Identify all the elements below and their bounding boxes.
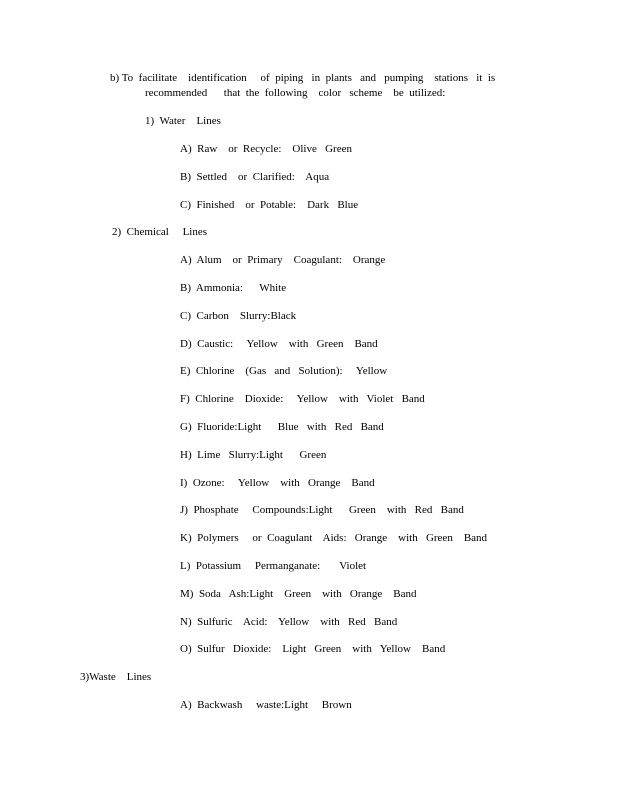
list-item-phosphate: J) Phosphate Compounds:Light Green with Red Band: [180, 504, 464, 516]
intro-line-1: b) To facilitate identification of piping in plants and pumping stations it is: [110, 72, 496, 84]
intro-line-2: recommended that the following color scheme be utilized:: [145, 87, 446, 99]
section-heading-waste-lines: 3)Waste Lines: [80, 671, 152, 683]
list-item-chlorine: E) Chlorine (Gas and Solution): Yellow: [180, 365, 388, 377]
list-item-fluoride: G) Fluoride:Light Blue with Red Band: [180, 421, 384, 433]
list-item-alum: A) Alum or Primary Coagulant: Orange: [180, 254, 386, 266]
list-item-backwash-waste: A) Backwash waste:Light Brown: [180, 699, 352, 711]
list-item-chlorine-dioxide: F) Chlorine Dioxide: Yellow with Violet Band: [180, 393, 425, 405]
list-item-sulfur-dioxide: O) Sulfur Dioxide: Light Green with Yellow Band: [180, 643, 446, 655]
list-item-soda-ash: M) Soda Ash:Light Green with Orange Band: [180, 588, 417, 600]
list-item-potassium-permanganate: L) Potassium Permanganate: Violet: [180, 560, 367, 572]
list-item-carbon-slurry: C) Carbon Slurry:Black: [180, 310, 297, 322]
list-item-ammonia: B) Ammonia: White: [180, 282, 287, 294]
list-item-settled-clarified: B) Settled or Clarified: Aqua: [180, 171, 330, 183]
list-item-caustic: D) Caustic: Yellow with Green Band: [180, 338, 378, 350]
list-item-finished-potable: C) Finished or Potable: Dark Blue: [180, 199, 359, 211]
section-heading-water-lines: 1) Water Lines: [145, 115, 221, 127]
list-item-ozone: I) Ozone: Yellow with Orange Band: [180, 477, 375, 489]
list-item-raw-recycle: A) Raw or Recycle: Olive Green: [180, 143, 352, 155]
section-heading-chemical-lines: 2) Chemical Lines: [112, 226, 208, 238]
list-item-lime-slurry: H) Lime Slurry:Light Green: [180, 449, 327, 461]
list-item-polymers: K) Polymers or Coagulant Aids: Orange with Green Band: [180, 532, 488, 544]
list-item-sulfuric-acid: N) Sulfuric Acid: Yellow with Red Band: [180, 616, 398, 628]
